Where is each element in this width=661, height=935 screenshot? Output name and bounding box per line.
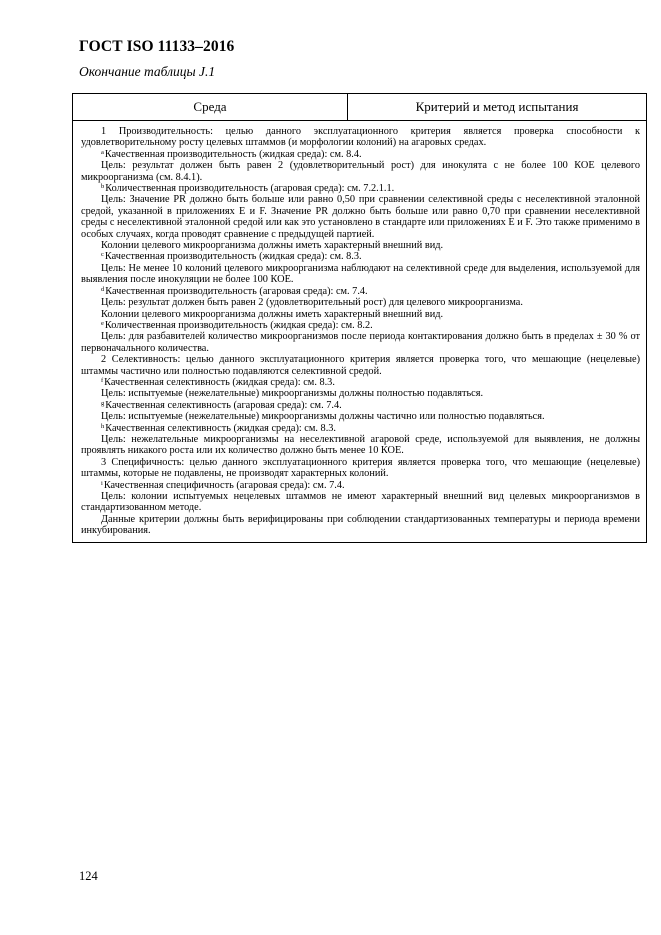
paragraph-text: Качественная селективность (жидкая среда): см. 8.3. [104, 376, 335, 388]
footnote-marker: g [101, 399, 105, 407]
criterion-paragraph [81, 377, 640, 388]
paragraph-text: Качественная селективность (жидкая среда): см. 8.3. [105, 422, 336, 434]
paragraph-text: Качественная производительность (агаровая среда): см. 7.4. [105, 285, 368, 297]
paragraph-text: 2 Селективность: целью данного эксплуатационного критерия является проверка того, что мешающие (нецелевые) штаммы частично или полностью подавляются селективной средой. [81, 354, 640, 377]
criterion-paragraph [81, 286, 640, 297]
footnote-marker: i [101, 479, 103, 487]
paragraph-text: Цель: результат должен быть равен 2 (удовлетворительный рост) для целевого микроорганизма. [101, 297, 523, 309]
paragraph-text: Количественная производительность (агаровая среда): см. 7.2.1.1. [105, 183, 395, 195]
table-content-cell [73, 121, 647, 543]
paragraph-text: 1 Производительность: целью данного эксплуатационного критерия является проверка способности к удовлетворительному росту целевых штаммов (и морфологии колоний) на агаровых средах. [81, 126, 640, 149]
criteria-table-container [72, 93, 647, 543]
paragraph-text: Колонии целевого микроорганизма должны иметь характерный внешний вид. [101, 308, 444, 320]
criterion-paragraph [81, 297, 640, 308]
criterion-paragraph [81, 388, 640, 399]
criterion-paragraph [81, 423, 640, 434]
criterion-paragraph [81, 263, 640, 286]
paragraph-text: Качественная специфичность (агаровая среда): см. 7.4. [103, 479, 345, 491]
footnote-marker: f [101, 376, 104, 384]
paragraph-text: Колонии целевого микроорганизма должны иметь характерный внешний вид. [101, 240, 444, 252]
paragraph-text: Качественная селективность (агаровая среда): см. 7.4. [105, 399, 342, 411]
criterion-paragraph [81, 457, 640, 480]
paragraph-text: Цель: испытуемые (нежелательные) микроорганизмы должны частично или полностью подавляться. [101, 411, 545, 423]
table-caption: Окончание таблицы J.1 [79, 64, 216, 79]
table-body-row [73, 121, 647, 543]
criterion-paragraph [81, 309, 640, 320]
criterion-paragraph [81, 160, 640, 183]
paragraph-text: Цель: колонии испытуемых нецелевых штаммов не имеют характерный внешний вид целевых микроорганизмов в стандартизованном методе. [81, 491, 640, 514]
criterion-paragraph [81, 240, 640, 251]
page-number: 124 [79, 869, 98, 883]
paragraph-text: Цель: Значение PR должно быть больше или равно 0,50 при сравнении селективной среды с неселективной эталонной средой, указанной в приложениях E и F. Значение PR должно быть больше или равно 0,70 при сравнении неселективной среды с неселективной эталонной средой или как это установлено в стандарте или приложениях E и F. Это также применимо в особых случаях, когда проводят сравнение с предыдущей партией. [81, 194, 640, 240]
column-header-medium: Среда [73, 94, 348, 121]
paragraph-text: Данные критерии должны быть верифицированы при соблюдении стандартизованных температуры и периода времени инкубирования. [81, 513, 640, 537]
paragraph-text: Цель: нежелательные микроорганизмы на неселективной агаровой среде, используемой для выявления, не должны проявлять никакого роста или их количество должно быть менее 10 КОЕ. [81, 433, 640, 457]
document-code: ГОСТ ISO 11133–2016 [79, 38, 235, 55]
criterion-paragraph [81, 480, 640, 491]
criterion-paragraph [81, 354, 640, 377]
criterion-paragraph [81, 491, 640, 514]
footnote-marker: a [101, 148, 104, 156]
paragraph-text: Цель: испытуемые (нежелательные) микроорганизмы должны полностью подавляться. [101, 388, 484, 400]
criterion-paragraph [81, 514, 640, 537]
footnote-marker: e [101, 319, 104, 327]
criterion-paragraph [81, 194, 640, 240]
paragraph-text: 3 Специфичность: целью данного эксплуатационного критерия является проверка того, что мешающие (нецелевые) штаммы, которые не подавлены, не производят характерных колоний. [81, 456, 640, 480]
paragraph-text: Цель: результат должен быть равен 2 (удовлетворительный рост) для инокулята с не более 100 КОЕ целевого микроорганизма (см. 8.4.1). [81, 160, 640, 183]
paragraph-text: Количественная производительность (жидкая среда): см. 8.2. [104, 319, 373, 331]
footnote-marker: h [101, 422, 105, 430]
criterion-paragraph [81, 434, 640, 457]
paragraph-text: Цель: Не менее 10 колоний целевого микроорганизма наблюдают на селективной среде для выделения, используемой для выявления после инокуляции не более 100 КОЕ. [81, 262, 640, 286]
table-header-row [73, 94, 647, 121]
criterion-paragraph [81, 251, 640, 262]
paragraph-text: Качественная производительность (жидкая среда): см. 8.4. [104, 148, 362, 160]
footnote-marker: d [101, 285, 105, 293]
criterion-paragraph [81, 331, 640, 354]
paragraph-text: Цель: для разбавителей количество микроорганизмов после периода контактирования должно быть в пределах ± 30 % от первоначального количества. [81, 331, 640, 354]
criterion-paragraph [81, 320, 640, 331]
criterion-paragraph [81, 126, 640, 149]
criterion-paragraph [81, 400, 640, 411]
criteria-table [72, 93, 647, 543]
criterion-paragraph [81, 183, 640, 194]
footnote-marker: b [101, 183, 105, 191]
column-header-criterion: Критерий и метод испытания [348, 94, 647, 121]
paragraph-text: Качественная производительность (жидкая среда): см. 8.3. [104, 251, 362, 263]
criterion-paragraph [81, 149, 640, 160]
footnote-marker: c [101, 251, 104, 259]
criterion-paragraph [81, 411, 640, 422]
